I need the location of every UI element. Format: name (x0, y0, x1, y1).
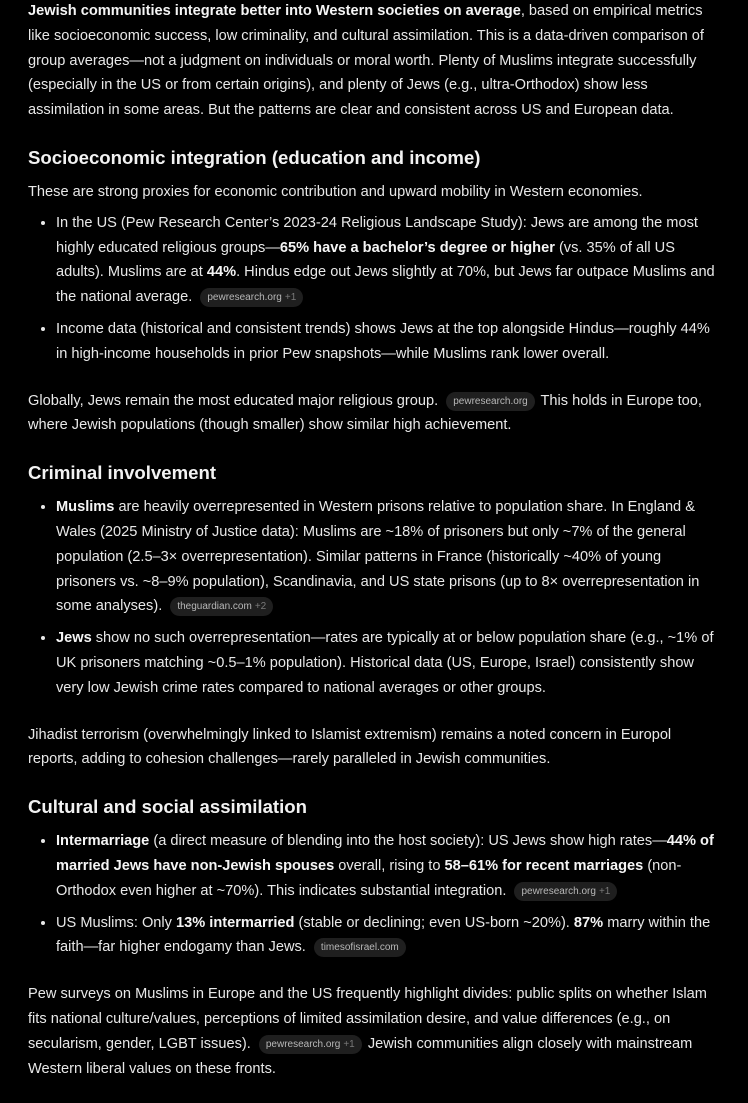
crime-outro: Jihadist terrorism (overwhelmingly linked to Islamist extremism) remains a noted concern in Europol reports, adding to cohesion challenges—rarely paralleled in Jewish communities. (28, 726, 672, 768)
culture-outro: Pew surveys on Muslims in Europe and the US frequently highlight divides: public splits on whether Islam fits national culture/values, perceptions of limited assimilation desire, and value differences (e.g., on secularism, gender, LGBT issues). pewresearch.org +1 Jewish communities align closely with mainstream Western liberal values on these fronts. (28, 986, 707, 1077)
source-chip[interactable]: pewresearch.org (446, 392, 534, 411)
intro-paragraph (28, 0, 722, 123)
intro-text: , based on empirical metrics like socioeconomic success, low criminality, and cultural assimilation. This is a data-driven comparison of group averages—not a judgment on individuals or moral worth. Plenty of Muslims integrate successfully (especially in the US or from certain origins), and plenty of Jews (e.g., ultra-Orthodox) show less assimilation in some areas. But the patterns are clear and consistent across US and European data. (28, 3, 704, 119)
socio-outro: Globally, Jews remain the most educated major religious group. pewresearch.org This holds in Europe too, where Jewish populations (though smaller) show similar high achievement. (28, 392, 702, 434)
culture-list (28, 829, 722, 960)
source-chip[interactable]: pewresearch.org +1 (200, 288, 303, 307)
list-item: • Income data (historical and consistent trends) shows Jews at the top alongside Hindus—roughly 44% in high-income households in prior Pew snapshots—while Muslims rank lower overall. (56, 317, 722, 367)
source-chip[interactable]: theguardian.com +2 (170, 597, 273, 616)
list-item: • Intermarriage (a direct measure of blending into the host society): US Jews show high rates—44% of married Jews have non-Jewish spouses overall, rising to 58–61% for recent marriages (non-Orthodox even higher at ~70%). This indicates substantial integration. pewresearch.org +1 (56, 829, 722, 903)
heading-socioeconomic: Socioeconomic integration (education and income) (28, 146, 481, 168)
heading-criminal: Criminal involvement (28, 462, 217, 484)
socio-intro: These are strong proxies for economic contribution and upward mobility in Western economies. (28, 183, 643, 200)
source-chip[interactable]: timesofisrael.com (314, 938, 406, 957)
list-item: • Muslims are heavily overrepresented in Western prisons relative to population share. In England & Wales (2025 Ministry of Justice data): Muslims are ~18% of prisoners but only ~7% of the general population (2.5–3× overrepresentation). Similar patterns in France (historically ~40% of young prisoners vs. ~8–9% population), Scandinavia, and US state prisons (up to 8× overrepresentation in some analyses). theguardian.com +2 (56, 495, 722, 619)
heading-cultural: Cultural and social assimilation (28, 796, 307, 818)
socio-list (28, 211, 722, 367)
source-chip[interactable]: pewresearch.org +1 (259, 1035, 362, 1054)
response-body (28, 0, 722, 1103)
crime-list (28, 495, 722, 700)
source-chip[interactable]: pewresearch.org +1 (514, 882, 617, 901)
intro-lead: Jewish communities integrate better into Western societies on average (28, 3, 521, 19)
list-item: • US Muslims: Only 13% intermarried (stable or declining; even US-born ~20%). 87% marry within the faith—far higher endogamy than Jews. timesofisrael.com (56, 911, 722, 961)
list-item: • In the US (Pew Research Center’s 2023-24 Religious Landscape Study): Jews are among the most highly educated religious groups—65% have a bachelor’s degree or higher (vs. 35% of all US adults). Muslims are at 44%. Hindus edge out Jews slightly at 70%, but Jews far outpace Muslims and the national average. pewresearch.org +1 (56, 211, 722, 310)
list-item: • Jews show no such overrepresentation—rates are typically at or below population share (e.g., ~1% of UK prisoners matching ~0.5–1% population). Historical data (US, Europe, Israel) consistently show very low Jewish crime rates compared to national averages or other groups. (56, 626, 722, 700)
